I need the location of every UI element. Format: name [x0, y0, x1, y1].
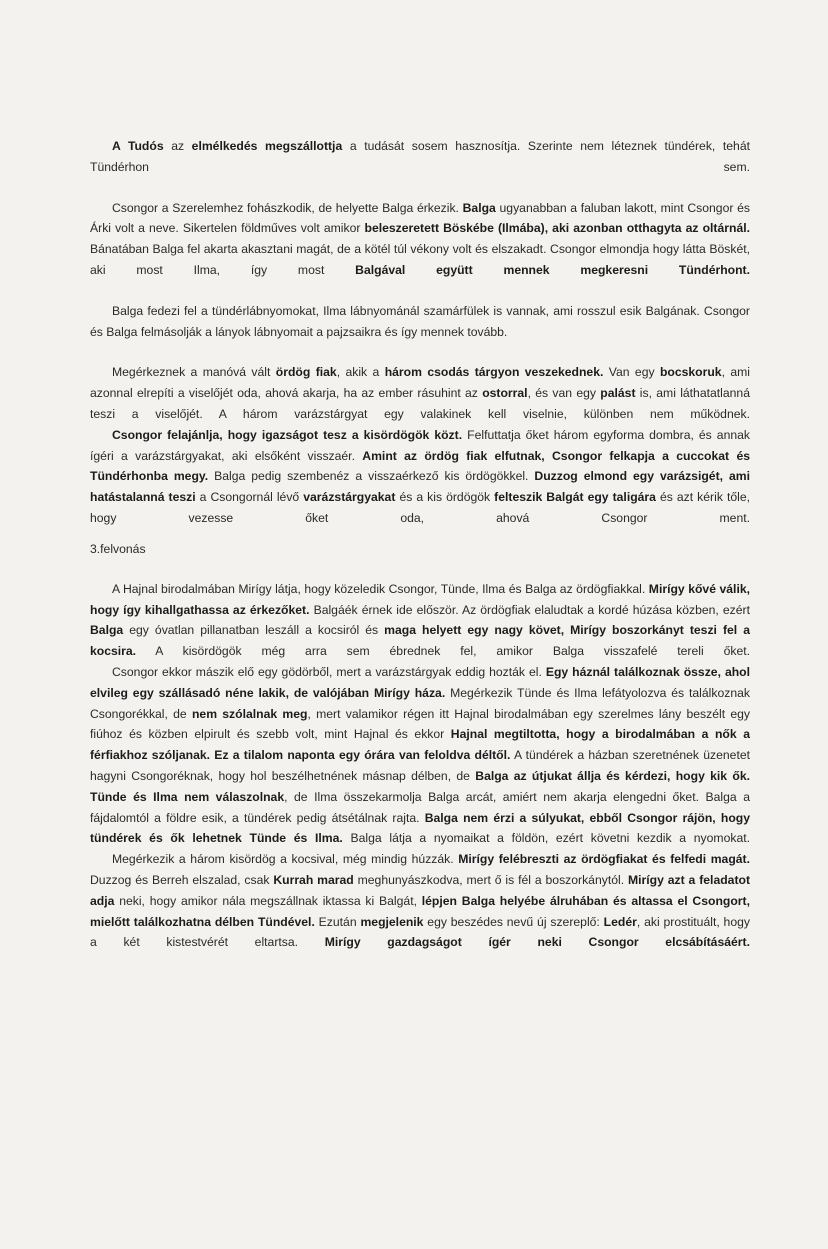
text-run: megjelenik — [360, 914, 424, 929]
text-run: Bánatában Balga fel akarta akasztani magát, de a kötél túl vékony volt és elszakadt. Csongor elmondja hogy látta Böskét, aki most Ilma, így most — [90, 242, 750, 277]
text-run: Csongor felajánlja, hogy igazságot tesz a kisördögök közt. — [112, 427, 463, 442]
section-heading — [90, 539, 750, 559]
text-run: Balga látja a nyomaikat a földön, ezért követni kezdik a nyomokat. — [342, 831, 750, 846]
text-run: Csongor a Szerelemhez fohászkodik, de helyette Balga érkezik. — [112, 200, 463, 215]
text-run: is, ami láthatatlanná teszi a viselőjét. A három varázstárgyat egy valakinek kell viselnie, különben nem működnek. — [90, 386, 750, 421]
text-run: A tündérek a házban szeretnének üzenetet hagyni Csongoréknak, hogy hol beszélhetnének másnap délben, de — [90, 748, 750, 783]
text-run: , aki prostituált, hogy a két kistestvérét eltartsa. — [90, 914, 750, 950]
text-run: Balga — [90, 623, 124, 638]
text-run: megszállottja — [265, 139, 343, 153]
text-run: palást — [600, 386, 636, 401]
text-run: maga helyett egy nagy követ, Mirígy boszorkányt teszi fel a kocsira. — [90, 623, 750, 659]
text-run: , és van egy — [527, 386, 601, 401]
text-run: Balga pedig szembenéz a visszaérkező kis ördögökkel. — [208, 469, 535, 484]
paragraph-7 — [90, 662, 750, 849]
text-run: nem szólalnak meg — [191, 706, 308, 721]
text-run: Egy háznál találkoznak össze, ahol elvileg egy szállásadó néne lakik, de valójában Mirígy háza. — [90, 664, 750, 700]
text-run — [257, 139, 265, 153]
text-run: Mirígy kővé válik, hogy így kihallgathassa az érkezőket. — [90, 581, 750, 617]
text-run: egy beszédes nevű új szereplő: — [423, 914, 604, 929]
text-run: beleszeretett Böskébe (Ilmába), aki azonban otthagyta az oltárnál. — [364, 221, 750, 236]
text-run: ostorral — [482, 386, 528, 401]
text-run: Duzzog elmond egy varázsigét, ami hatástalanná teszi — [90, 469, 750, 505]
paragraph-6 — [90, 579, 750, 662]
text-run: Megérkezik Tünde és Ilma lefátyolozva és találkoznak Csongorékkal, de — [90, 685, 750, 721]
text-run: három csodás tárgyon veszekednek. — [384, 365, 604, 380]
text-run: Balgával együtt mennek megkeresni Tündérhont. — [355, 262, 750, 277]
text-run: a tudását sosem hasznosítja. Szerinte nem léteznek tündérek, tehát Tündérhon sem. — [90, 139, 751, 174]
paragraph-8 — [90, 849, 750, 953]
text-run: Mirígy azt a feladatot adja — [90, 872, 751, 908]
text-run: varázstárgyakat — [303, 490, 396, 505]
text-run: amikor — [319, 221, 365, 236]
text-run: neki, hogy amikor nála megszállnak iktassa ki Balgát, — [114, 893, 422, 908]
text-run: Balgáék érnek ide először. Az ördögfiak elaludtak a kordé húzása közben, ezért — [309, 602, 750, 617]
text-run: ördög fiak — [275, 365, 337, 380]
text-run: A Tudós — [112, 139, 164, 153]
text-run: Balga fedezi fel a tündérlábnyomokat, Ilma lábnyománál szamárfülek is vannak, ami rosszul esik Balgának. Csongor és Balga felmásolják a lányok lábnyomait a pajzsaikra és így mennek tovább. — [90, 303, 750, 339]
text-run: Mirígy felébreszti az ördögfiakat és felfedi magát. — [458, 852, 750, 867]
text-run: Megérkezik a három kisördög a kocsival, még mindig húzzák. — [112, 852, 459, 867]
text-run: 3.felvonás — [90, 541, 146, 556]
text-run: a Csongornál lévő — [195, 490, 304, 505]
text-run: és a kis ördögök — [395, 490, 495, 505]
text-run: elmélkedés — [191, 139, 258, 153]
text-run: felteszik Balgát egy taligára — [494, 490, 656, 505]
text-run: Amint az ördög fiak elfutnak, Csongor felkapja a cuccokat és Tündérhonba megy. — [90, 448, 750, 484]
text-run: Duzzog és Berreh elszalad, csak — [90, 872, 274, 887]
text-run: , de Ilma összekarmolja Balga arcát, amiért nem akarja elengedni őket. Balga a fájdalomtól a földre esik, a tündérek pedig átsétálnak rajta. — [90, 789, 750, 825]
text-run: meghunyászkodva, mert ő is fél a boszorkánytól. — [353, 872, 628, 887]
text-run: bocskoruk — [659, 365, 722, 380]
text-run: Balga nem érzi a súlyukat, ebből Csongor rájön, hogy tündérek és ők lehetnek Tünde és Ilma. — [90, 810, 750, 846]
text-run: , akik a — [336, 365, 385, 380]
paragraph-2 — [90, 198, 750, 281]
text-run: Felfuttatja őket három egyforma dombra, és annak ígéri a varázstárgyakat, aki elsőként visszaér. — [90, 427, 750, 463]
text-run: Ledér — [603, 914, 637, 929]
text-run: Ezután — [314, 914, 361, 929]
text-run: Csongor ekkor mászik elő egy gödörből, mert a varázstárgyak eddig hozták el. — [112, 664, 546, 679]
text-run: Hajnal megtiltotta, hogy a birodalmában a nők a férfiakhoz szóljanak. Ez a tilalom naponta egy órára van feloldva déltől. — [90, 727, 750, 763]
text-run: A Hajnal birodalmában Mirígy látja, hogy közeledik Csongor, Tünde, Ilma és Balga az ördögfiakkal. — [112, 581, 649, 596]
text-run: Mirígy gazdagságot ígér neki Csongor elcsábításáért. — [324, 935, 750, 950]
paragraph-3 — [90, 301, 750, 343]
text-run: ugyanabban a faluban lakott, mint Csongor és Árki volt a neve. — [90, 200, 750, 236]
text-run: Megérkeznek a manóvá vált — [112, 365, 276, 380]
text-run: az — [163, 139, 192, 153]
text-run: A kisördögök még arra sem ébrednek fel, amikor Balga visszafelé tereli őket. — [136, 644, 750, 659]
text-run: lépjen Balga helyébe álruhában és altassa el Csongort, mielőtt találkozhatna délben Tündével. — [90, 893, 750, 929]
text-run: , ami azonnal elrepíti a viselőjét oda, ahová akarja, ha az ember rásuhint az — [90, 365, 750, 401]
text-run: Van egy — [603, 365, 660, 380]
text-run: Sikertelen földműves volt — [182, 221, 320, 236]
paragraph-1 — [90, 136, 750, 178]
text-run: Kurrah marad — [273, 872, 354, 887]
text-run: Balga az útjukat állja és kérdezi, hogy kik ők. Tünde és Ilma nem válaszolnak — [90, 768, 750, 804]
text-run: és azt kérik tőle, hogy vezesse őket oda, ahová Csongor ment. — [90, 490, 750, 525]
document-body — [90, 136, 750, 953]
paragraph-5 — [90, 425, 750, 529]
text-run: Balga — [462, 200, 496, 215]
paragraph-4 — [90, 362, 750, 424]
text-run: , mert valamikor régen itt Hajnal birodalmában egy szerelmes lány beszélt egy fiúhoz és közben elpirult és szebb volt, mint Hajnal és ekkor — [90, 706, 750, 742]
text-run: egy óvatlan pillanatban leszáll a kocsiról és — [123, 623, 385, 638]
